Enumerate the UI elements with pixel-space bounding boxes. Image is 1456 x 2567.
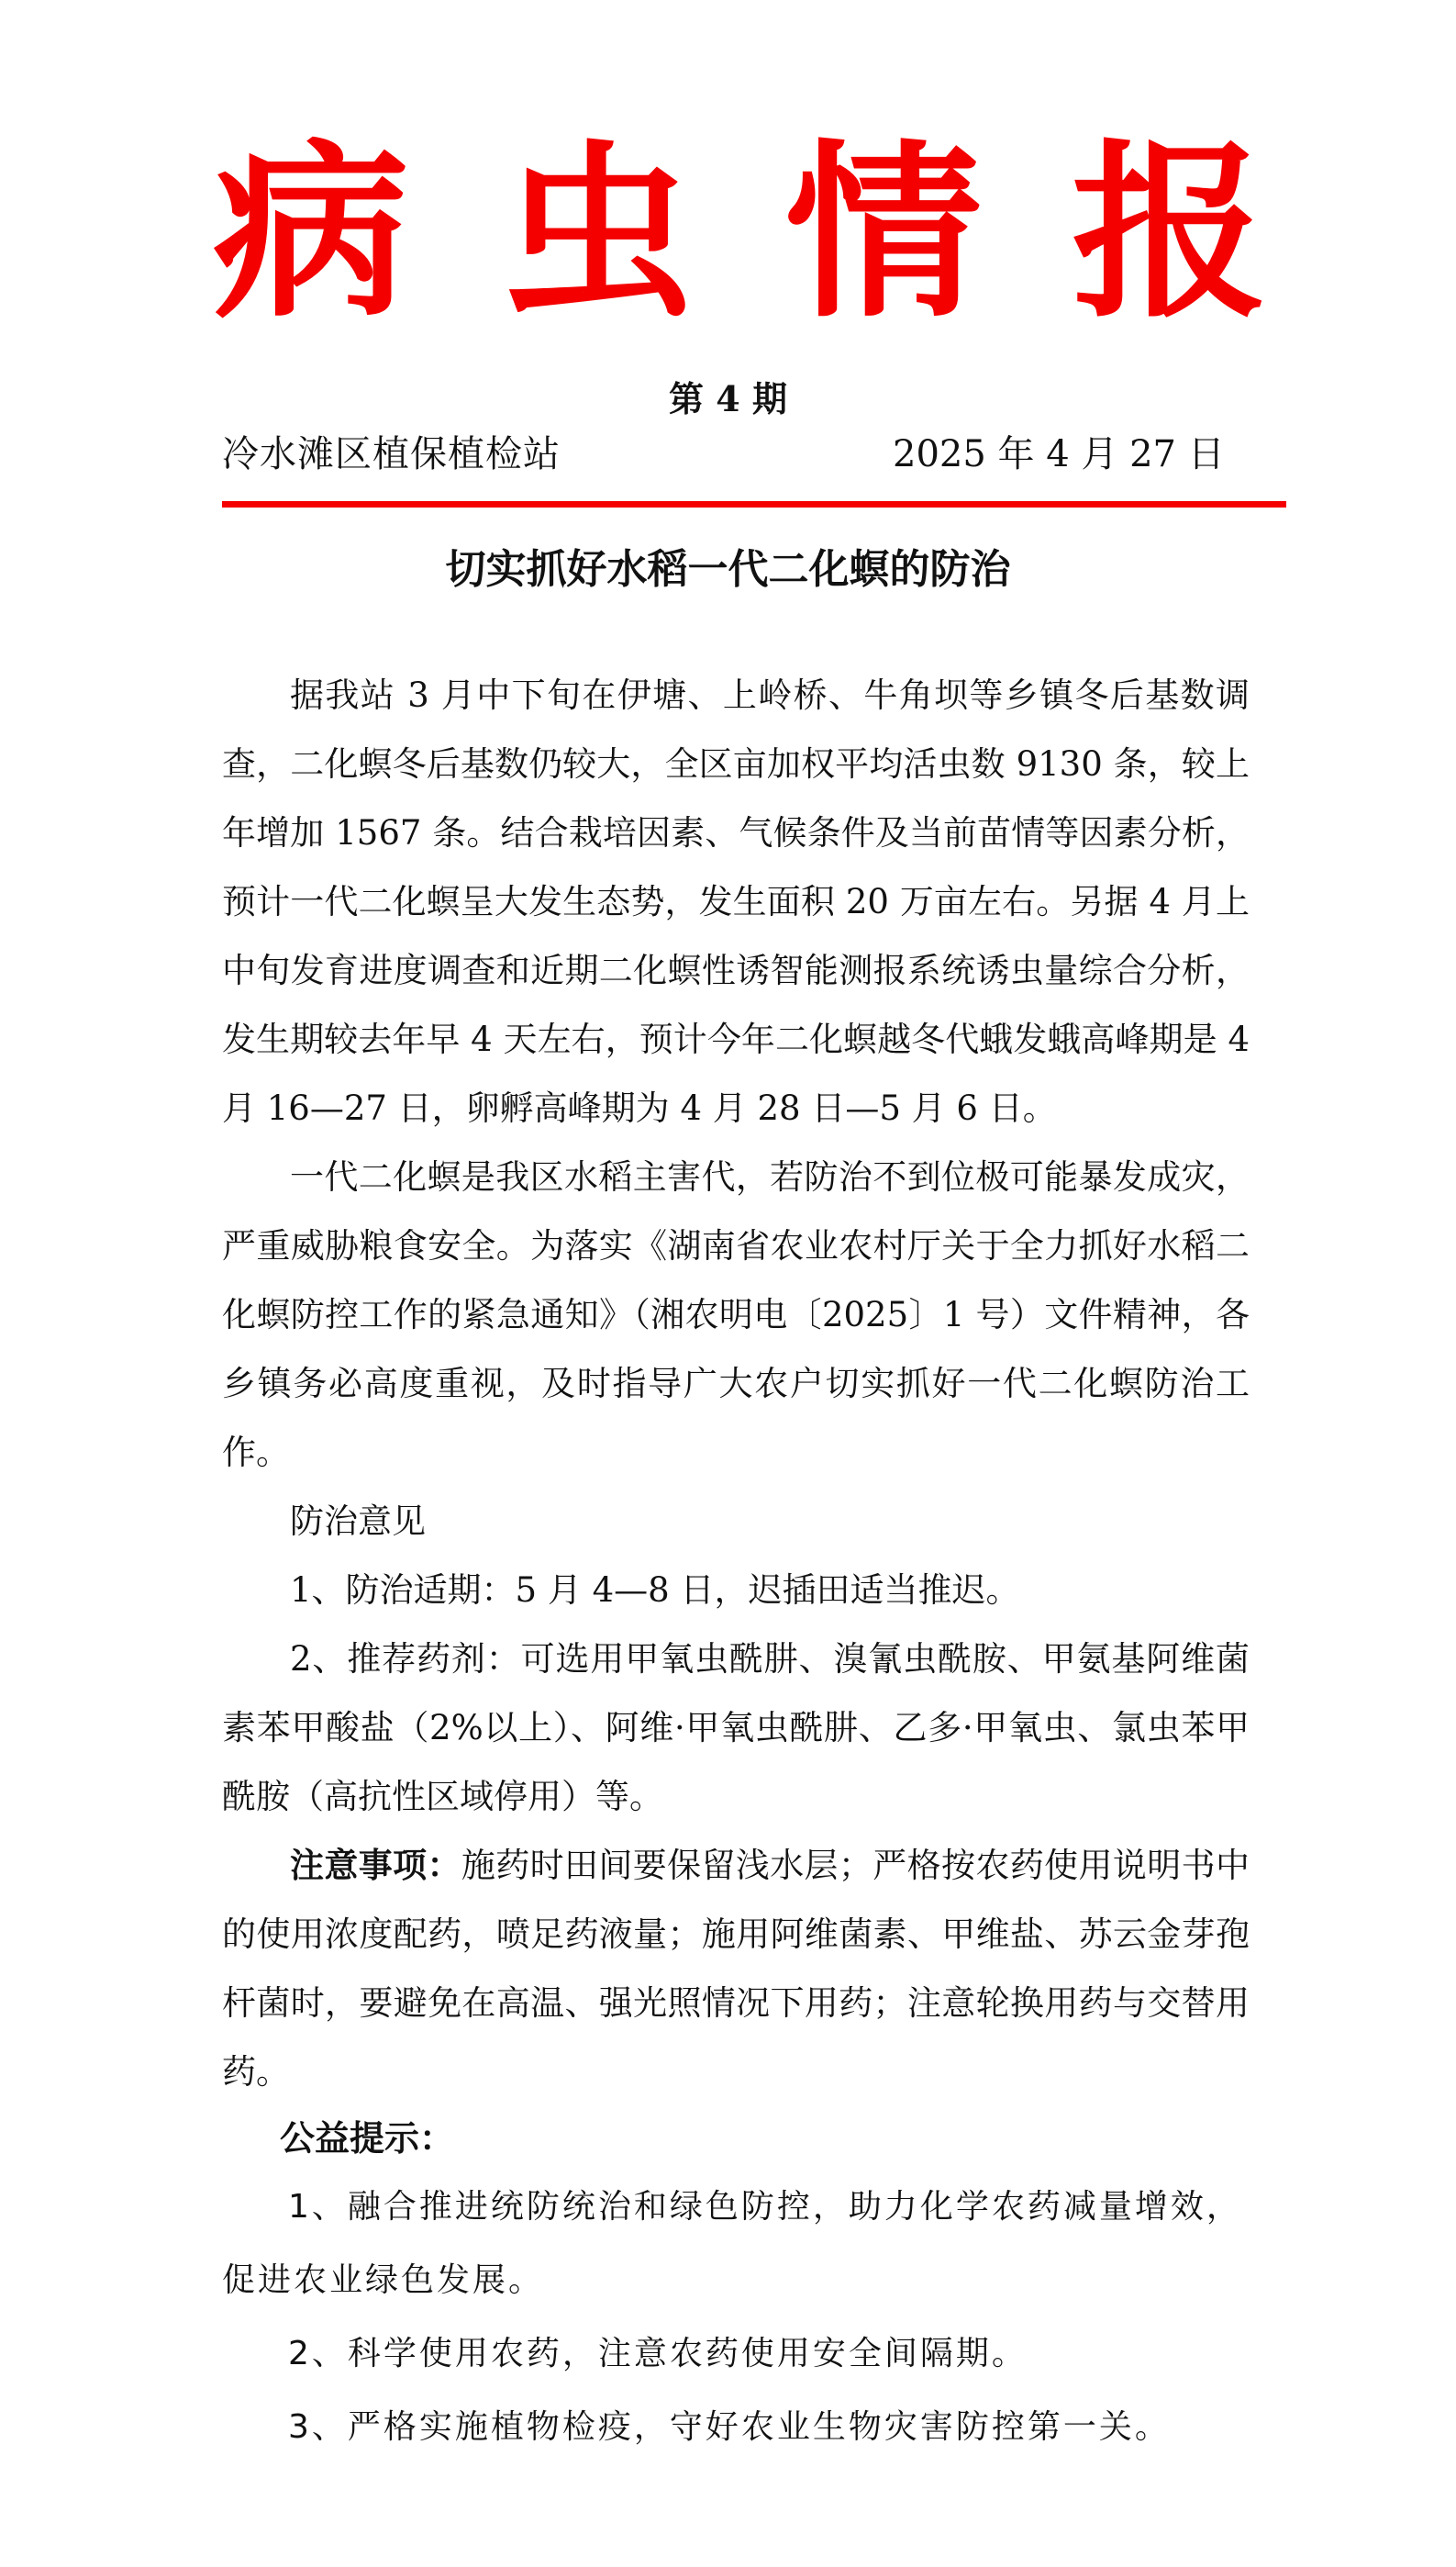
masthead-char: 虫: [499, 124, 695, 344]
precautions-label: 注意事项：: [290, 1845, 461, 1885]
paragraph-importance: 一代二化螟是我区水稻主害代，若防治不到位极可能暴发成灾，严重威胁粮食安全。为落实《湖南省农业农村厅关于全力抓好水稻二化螟防控工作的紧急通知》（湘农明电〔2025〕1 号）文件精神，各乡镇务必高度重视，及时指导广大农户切实抓好一代二化螟防治工作。: [222, 1157, 1250, 1472]
paragraph-timing: 1、防治适期：5 月 4—8 日，迟插田适当推迟。: [290, 1570, 1020, 1610]
public-notice-list: [222, 2171, 1250, 2464]
precautions-text: 施药时田间要保留浅水层；严格按农药使用说明书中的使用浓度配药，喷足药液量；施用阿维菌素、甲维盐、苏云金芽孢杆菌时，要避免在高温、强光照情况下用药；注意轮换用药与交替用药。: [222, 1846, 1250, 2092]
issuing-organization: 冷水滩区植保植检站: [222, 433, 561, 475]
issue-number: 第 4 期: [669, 378, 787, 419]
masthead-char: 情: [785, 124, 982, 344]
list-item: 2、科学使用农药，注意农药使用安全间隔期。: [288, 2335, 1028, 2372]
paragraph-forecast: 据我站 3 月中下旬在伊塘、上岭桥、牛角坝等乡镇冬后基数调查，二化螟冬后基数仍较大，全区亩加权平均活虫数 9130 条，较上年增加 1567 条。结合栽培因素、气候条件及当前苗情等因素分析，预计一代二化螟呈大发生态势，发生面积 20 万亩左右。另据 4 月上中旬发育进度调查和近期二化螟性诱智能测报系统诱虫量综合分析，发生期较去年早 4 天左右，预计今年二化螟越冬代蛾发蛾高峰期是 4 月 16—27 日，卵孵高峰期为 4 月 28 日—5 月 6 日。: [222, 675, 1250, 1128]
article-body: [222, 661, 1250, 2106]
list-item: 3、严格实施植物检疫，守好农业生物灾害防控第一关。: [288, 2408, 1171, 2446]
masthead-char: 病: [213, 124, 409, 344]
paragraph-pesticides: 2、推荐药剂：可选用甲氧虫酰肼、溴氰虫酰胺、甲氨基阿维菌素苯甲酸盐（2%以上）、阿维·甲氧虫酰肼、乙多·甲氧虫、氯虫苯甲酰胺（高抗性区域停用）等。: [222, 1639, 1250, 1816]
list-item: 1、融合推进统防统治和绿色防控，助力化学农药减量增效，促进农业绿色发展。: [222, 2188, 1242, 2299]
paragraph-precautions: [222, 1831, 1250, 2106]
red-divider-line: [222, 501, 1286, 508]
masthead-char: 报: [1072, 124, 1268, 344]
public-notice-heading: 公益提示：: [280, 2118, 455, 2159]
masthead-title: [213, 124, 1268, 344]
publication-date: 2025 年 4 月 27 日: [893, 433, 1225, 475]
article-title: 切实抓好水稻一代二化螟的防治: [445, 546, 1011, 593]
section-heading-control: 防治意见: [290, 1501, 426, 1541]
